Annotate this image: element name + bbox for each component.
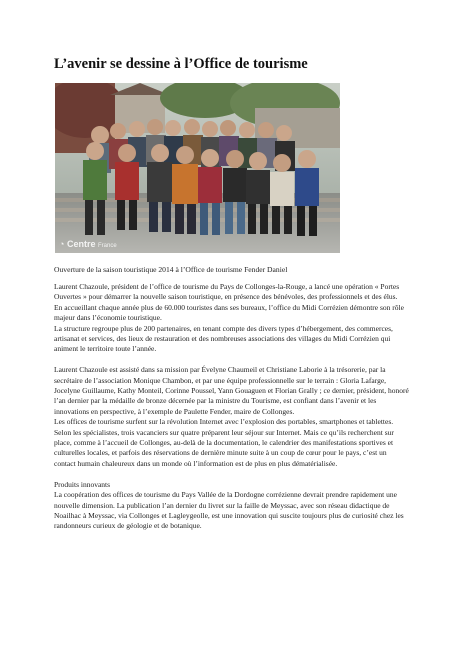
photo-caption: Ouverture de la saison touristique 2014 à l’Office de tourisme Fender Daniel	[54, 265, 288, 274]
paragraph-final: La coopération des offices de tourisme du Pays Vallée de la Dordogne corrézienne devrait prendre rapidement une nouvelle dimension. La publication l’an dernier du livret sur la faille de Meyssac, avec son réseau didactique de Noailhac à Meyssac, via Collonges et Lagleygeolle, est une innovation qui suscite toujours plus de curiosité chez les randonneurs curieux de géologie et de botanique.	[54, 490, 404, 531]
article-body	[54, 282, 410, 532]
paragraph-intro: Laurent Chazoule, président de l’office de tourisme du Pays de Collonges-la-Rouge, a lancé une opération « Portes Ouvertes » pour démarrer la nouvelle saison touristique, en présence des bénévoles, des professionnels et des élus.	[54, 282, 400, 302]
group-photo-image	[55, 83, 340, 253]
watermark-brand: Centre	[66, 239, 96, 249]
subhead-products: Produits innovants	[54, 479, 111, 489]
watermark-logo-icon: ◔	[59, 239, 65, 249]
paragraph-team: Laurent Chazoule est assisté dans sa mission par Évelyne Chaumeil et Christiane Laborie à la trésorerie, par la secrétaire de l’association Monique Chambon, et par une équipe professionnelle sur le terrain : Gloria Lafarge, Jocelyne Guillaume, Kathy Monteil, Corinne Poussel, Yann Gouaguen et Florian Grally ; ce dernier, président, honoré l’an dernier par la médaille de bronze décernée par la ministre du Tourisme, est confiant dans l’avenir et les innovations en perspective, à l’exemple de Paulette Fender, maire de Collonges.	[54, 365, 409, 416]
watermark-sub: France	[97, 243, 117, 249]
paragraph-partners: La structure regroupe plus de 200 partenaires, en tenant compte des divers types d’hébergement, des commerces, artisanat et services, des lieux de restauration et des nombreuses associations des villages du Midi Corrézien qui animent le territoire toute l’année.	[54, 323, 393, 354]
paragraph-internet: Les offices de tourisme surfent sur la révolution Internet avec l’explosion des portables, smartphones et tablettes. Selon les spécialistes, trois vacanciers sur quatre préparent leur séjour sur Internet. Mais ce qu’ils recherchent sur place, comme à l’accueil de Collonges, au-delà de la documentation, le calendrier des manifestations sportives et culturelles locales, et parfois des réservations de dernière minute suite à un coup de cœur pour le pays, c’est un contact humain chaleureux dans un monde où l’information est de plus en plus dématérialisée.	[54, 417, 394, 468]
photo-watermark	[59, 239, 117, 249]
group-photo	[55, 83, 340, 253]
paragraph-visitors: En accueillant chaque année plus de 60.000 touristes dans ses bureaux, l’office du Midi Corrézien démontre son rôle majeur dans l’économie touristique.	[54, 302, 404, 323]
article-title: L’avenir se dessine à l’Office de tourisme	[54, 56, 308, 72]
